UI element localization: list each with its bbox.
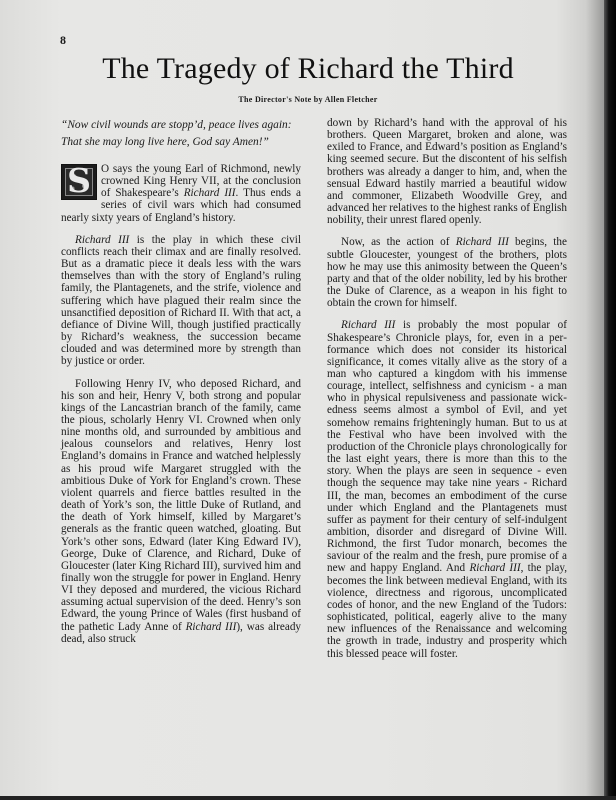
paragraph-opening — [61, 163, 301, 224]
paragraph-text: O says the young Earl of Richmond, newly crowned King Henry VII, at the conclusion of Shakespeare’s — [101, 163, 301, 200]
paragraph-richard-iii-climax — [61, 234, 301, 368]
epigraph-line-1: “Now civil wounds are stopp’d, peace lives again: — [61, 119, 292, 131]
dropcap-letter: S — [67, 161, 91, 200]
play-title-italic: Richard III — [469, 562, 521, 575]
paragraph-text: begins, the subtle Gloucester, youngest of the brothers, plots how he may use this animosity between the Queen’s party and that of the older nobility, led by his brother the Duke of Clarence, as a weapon in his fight to obtain the crown for himself. — [327, 236, 567, 310]
page-title: The Tragedy of Richard the Third — [102, 52, 514, 85]
paragraph-gloucester-plots — [327, 236, 567, 309]
paragraph-text: is the play in which these civil conflicts reach their climax and are finally resolved. But as a dramatic piece it deals less with the wars themselves than with the story of England’s ruling family, the Plantagenets, and the strife, violence and suffering which have plagued their realm since the unsanctified deposition of Richard II. With that act, a defiance of Divine Will, though justified practically by Richard’s weakness, the succession became clouded and was determined more by strength than by justice or order. — [61, 233, 301, 368]
paragraph-text: . Thus ends a series of civil wars which had consumed nearly sixty years of England’s history. — [61, 187, 301, 224]
page-edge-shadow — [604, 0, 616, 800]
play-title-italic: Richard III — [183, 187, 236, 200]
play-title-italic: Richard III — [75, 233, 130, 246]
play-title-italic: Richard III — [455, 236, 509, 249]
page-number: 8 — [60, 33, 66, 47]
paragraph-text: down by Richard’s hand with the approval of his brothers. Queen Margaret, broken and alone, was exiled to France, and Edward’s position as England’s king seemed secure. But the discontent of his selfish brothers was already a danger to him, and, when the sensual Edward hastily married a beautiful widow and commoner, Elizabeth Woodville Grey, and advanced her relatives to the highest ranks of English nobility, their unrest flared openly. — [327, 117, 567, 227]
epigraph — [61, 117, 301, 151]
paragraph-text: Following Henry IV, who deposed Richard, and his son and heir, Henry V, both strong and popular kings of the Lancastrian branch of the family, came the pious, scholarly Henry VI. Crowned when only nine months old, and surrounded by ambitious and jealous counselors and relatives, Henry lost England’s domains in France and watched helplessly as his proud wife Margaret struggled with the ambitious Duke of York for England’s crown. These violent quarrels and fierce battles resulted in the death of York’s son, the little Duke of Rutland, and the death of York himself, killed by Margaret’s generals as the frantic queen watched, gloating. But York’s other sons, Edward (later King Edward IV), George, Duke of Clarence, and Richard, Duke of Gloucester (later King Richard III), survived him and finally won the struggle for power in England. Henry VI they deposed and murdered, the vicious Richard assuming actual supervision of the deed. Henry’s son Edward, the young Prince of Wales (first husband of the pathetic Lady Anne of — [61, 377, 301, 633]
left-column — [61, 117, 301, 655]
epigraph-line-2: That she may long live here, God say Amen!” — [61, 136, 269, 148]
paragraph-henry-history — [61, 378, 301, 645]
paragraph-text: , the play, becomes the link between medieval England, with its violence, directness and rigorous, uncomplicated codes of honor, and the new England of the Tudors: sophisticated, political, eagerly alive to the many new influences of the Renaissance and welcoming the growth in trade, industry and prosperity which this blessed peace will foster. — [327, 562, 567, 660]
paragraph-chronicle-plays — [327, 319, 567, 659]
paragraph-continued — [327, 117, 567, 226]
page-bottom-edge — [0, 796, 616, 800]
paragraph-text: is probably the most popular of Shakespeare’s Chronicle plays, for, even in a performance which does not consider its historical significance, it comes vitally alive as the story of a man who captured a kingdom with his immense courage, intellect, selfishness and cynicism - a man who in physical repulsiveness and passionate wickedness seems almost a symbol of Evil, and yet somehow remains frighteningly human. But to us at the Festival who have been involved with the production of the Chronicle plays chronologically for the last eight years, there is more than this to the story. When the plays are seen in sequence - even though the sequence may take nine years - Richard III, the man, becomes an embodiment of the curse under which England and the Plantagenets must suffer as payment for their century of self-indulgent ambition, disorder and disregard of Divine Will. Richmond, the first Tudor monarch, becomes the saviour of the realm and the fresh, pure promise of a new and happy England. And — [327, 319, 567, 575]
paragraph-text: ), was already dead, also struck — [61, 620, 302, 645]
play-title-italic: Richard III — [185, 620, 237, 633]
play-title-italic: Richard III — [341, 319, 396, 332]
ornamental-dropcap-icon — [61, 161, 97, 200]
paragraph-text: Now, as the action of — [341, 236, 456, 249]
byline: The Director's Note by Allen Fletcher — [238, 95, 378, 104]
right-column — [327, 117, 567, 670]
